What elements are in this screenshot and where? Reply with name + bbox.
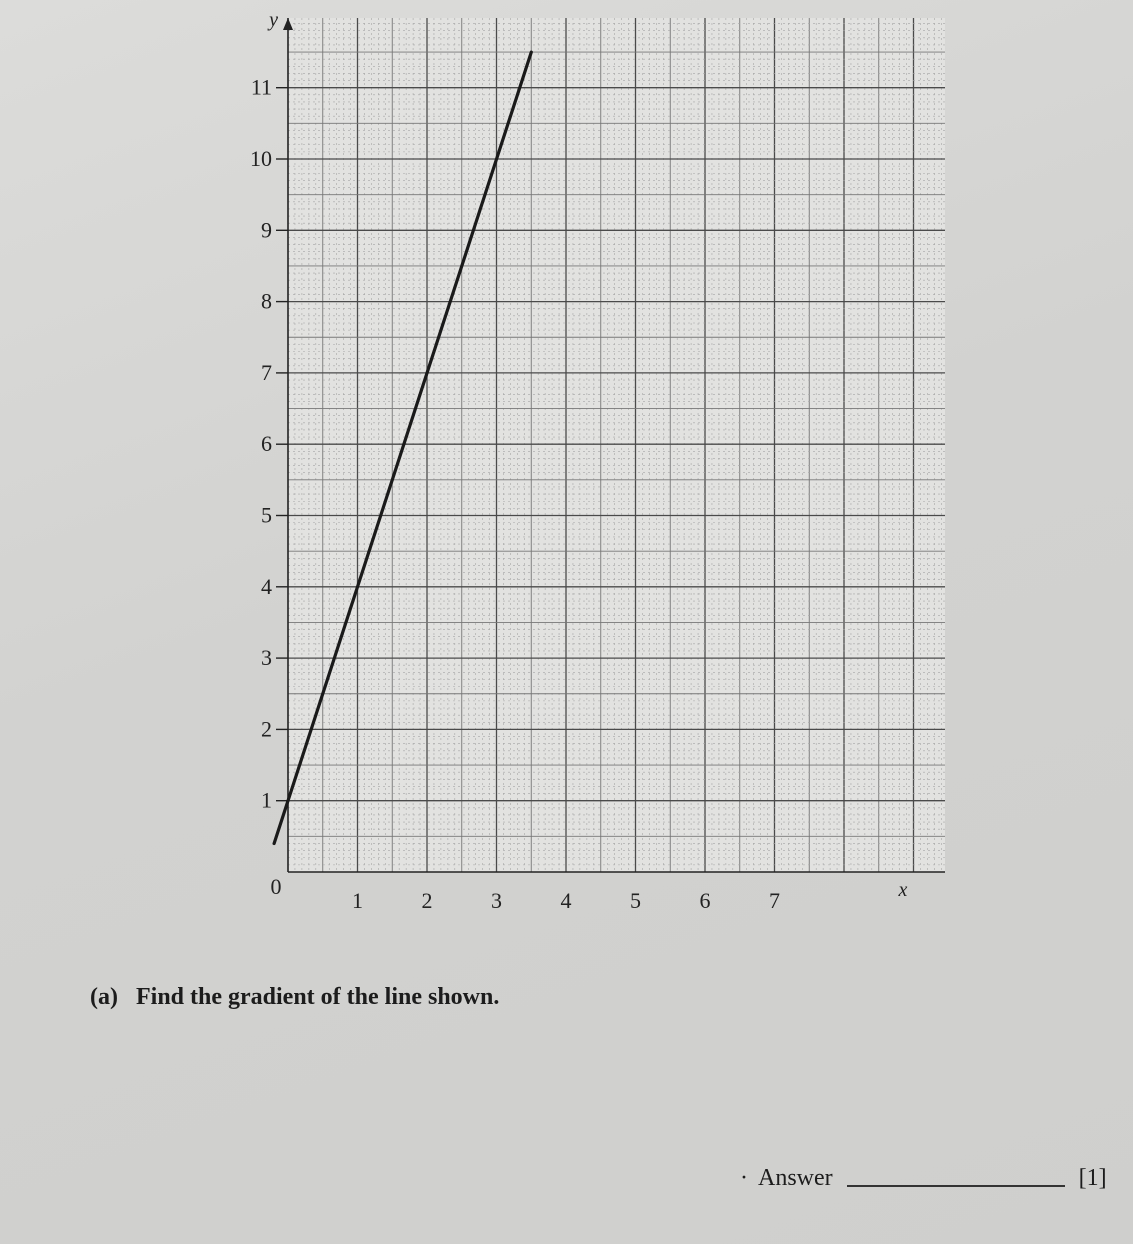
graph-paper-grid (288, 18, 945, 872)
x-tick-label: 1 (352, 888, 363, 913)
x-tick-label: 7 (769, 888, 780, 913)
question-a (90, 984, 499, 1011)
answer-label: Answer (758, 1165, 833, 1191)
y-tick-label: 4 (261, 573, 272, 599)
graph-paper-background (288, 18, 945, 872)
x-tick-label: 6 (699, 888, 711, 913)
y-tick-label: 9 (261, 217, 272, 243)
y-tick-label: 11 (250, 74, 272, 100)
y-tick-label: 8 (261, 288, 272, 314)
answer-bullet: · (740, 1165, 748, 1191)
y-tick-label: 5 (261, 502, 272, 528)
y-tick-label: 1 (261, 787, 272, 813)
x-tick-label: 4 (560, 888, 572, 913)
y-axis-label: y (269, 9, 278, 31)
y-tick-label: 6 (261, 431, 272, 457)
answer-input-line[interactable] (847, 1163, 1065, 1187)
origin-label: 0 (270, 874, 282, 899)
x-tick-label: 5 (630, 888, 641, 913)
question-label: (a) (90, 984, 118, 1010)
x-axis-label: x (898, 879, 908, 901)
y-tick-label: 10 (250, 146, 272, 171)
marks-label: [1] (1078, 1165, 1107, 1191)
y-tick-label: 7 (261, 359, 272, 385)
x-tick-label: 3 (491, 888, 502, 913)
y-tick-label: 2 (261, 716, 272, 742)
y-tick-label: 3 (261, 645, 272, 671)
x-tick-label: 2 (421, 888, 433, 913)
answer-row (740, 1163, 1107, 1192)
question-text: Find the gradient of the line shown. (135, 984, 500, 1010)
